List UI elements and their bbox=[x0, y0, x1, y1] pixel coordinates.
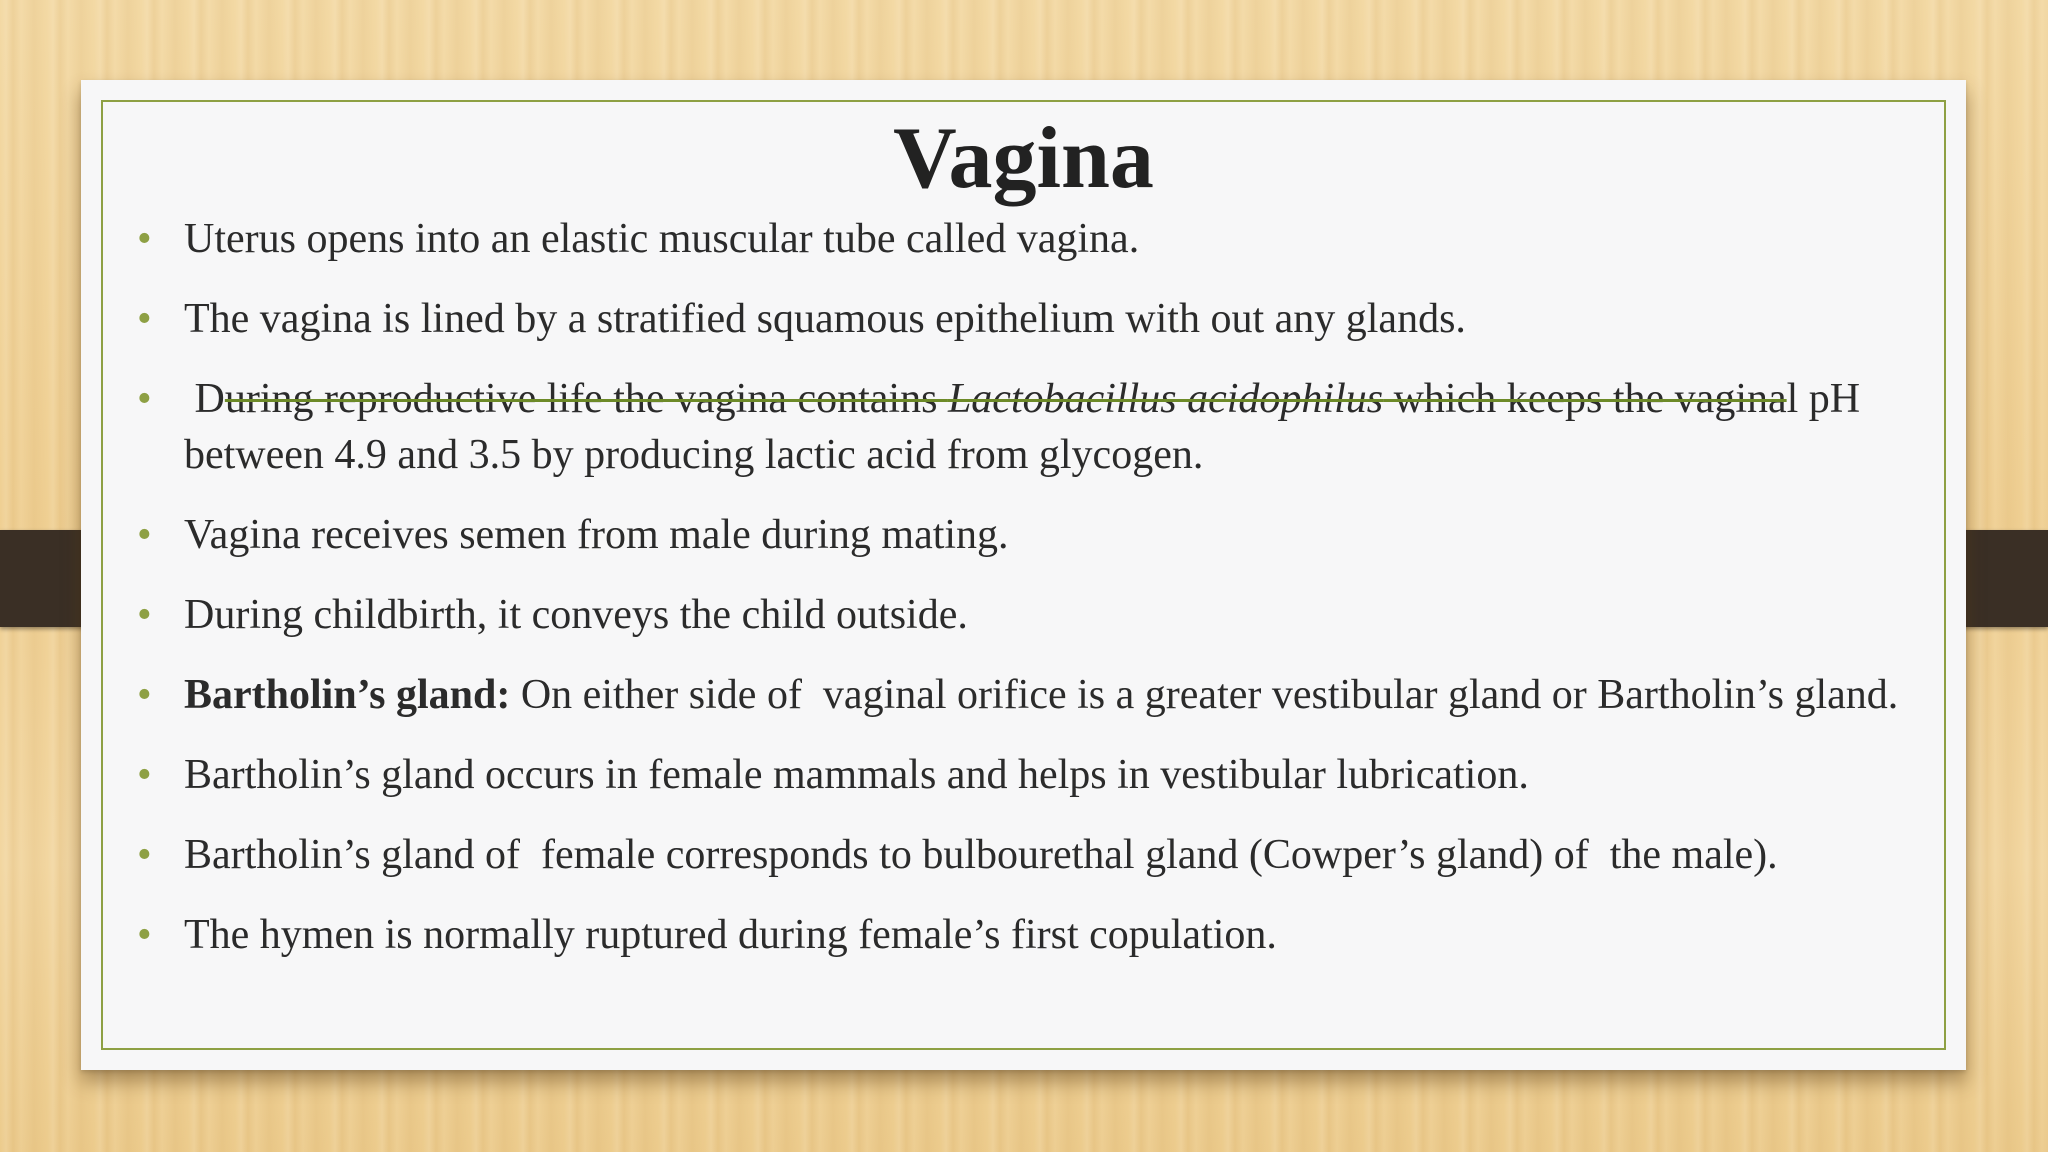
bullet-text: Bartholin’s gland of female corresponds to bulbourethal gland (Cowper’s gland) of the male). bbox=[184, 832, 1778, 878]
list-item bbox=[137, 371, 1904, 483]
list-item bbox=[137, 907, 1904, 963]
list-item bbox=[137, 507, 1904, 563]
list-item bbox=[137, 291, 1904, 347]
list-item bbox=[137, 587, 1904, 643]
bullet-dot-icon: • bbox=[137, 512, 152, 558]
bullet-dot-icon: • bbox=[137, 832, 152, 878]
list-item bbox=[137, 827, 1904, 883]
bullet-text-suffix: l pH between 4.9 and 3.5 by producing lactic acid from glycogen. bbox=[184, 376, 1861, 478]
struck-text bbox=[225, 376, 1787, 422]
bullet-dot-icon: • bbox=[137, 752, 152, 798]
list-item bbox=[137, 667, 1904, 723]
slide-card bbox=[81, 80, 1966, 1070]
struck-text-before: uring reproductive life the vagina contains bbox=[224, 376, 948, 422]
bullet-text-prefix: D bbox=[184, 376, 225, 422]
bullet-dot-icon: • bbox=[137, 912, 152, 958]
bullet-dot-icon: • bbox=[137, 216, 152, 262]
struck-text-after: which keeps the vagina bbox=[1383, 376, 1787, 422]
bullet-text: During childbirth, it conveys the child outside. bbox=[184, 592, 968, 638]
bullet-text: Vagina receives semen from male during mating. bbox=[184, 512, 1009, 558]
bullet-list bbox=[137, 211, 1904, 987]
bullet-text: Bartholin’s gland occurs in female mammals and helps in vestibular lubrication. bbox=[184, 752, 1529, 798]
bullet-text: On either side of vaginal orifice is a greater vestibular gland or Bartholin’s gland. bbox=[510, 672, 1899, 718]
list-item bbox=[137, 747, 1904, 803]
bullet-text: The hymen is normally ruptured during female’s first copulation. bbox=[184, 912, 1277, 958]
bullet-dot-icon: • bbox=[137, 592, 152, 638]
bullet-dot-icon: • bbox=[137, 376, 152, 422]
species-name: Lactobacillus acidophilus bbox=[947, 376, 1384, 422]
list-item bbox=[137, 211, 1904, 267]
bullet-dot-icon: • bbox=[137, 296, 152, 342]
slide-title: Vagina bbox=[893, 110, 1154, 207]
bullet-text: The vagina is lined by a stratified squamous epithelium with out any glands. bbox=[184, 296, 1466, 342]
bullet-text: Uterus opens into an elastic muscular tube called vagina. bbox=[184, 216, 1140, 262]
bullet-bold-heading: Bartholin’s gland: bbox=[184, 672, 511, 718]
bullet-dot-icon: • bbox=[137, 672, 152, 718]
